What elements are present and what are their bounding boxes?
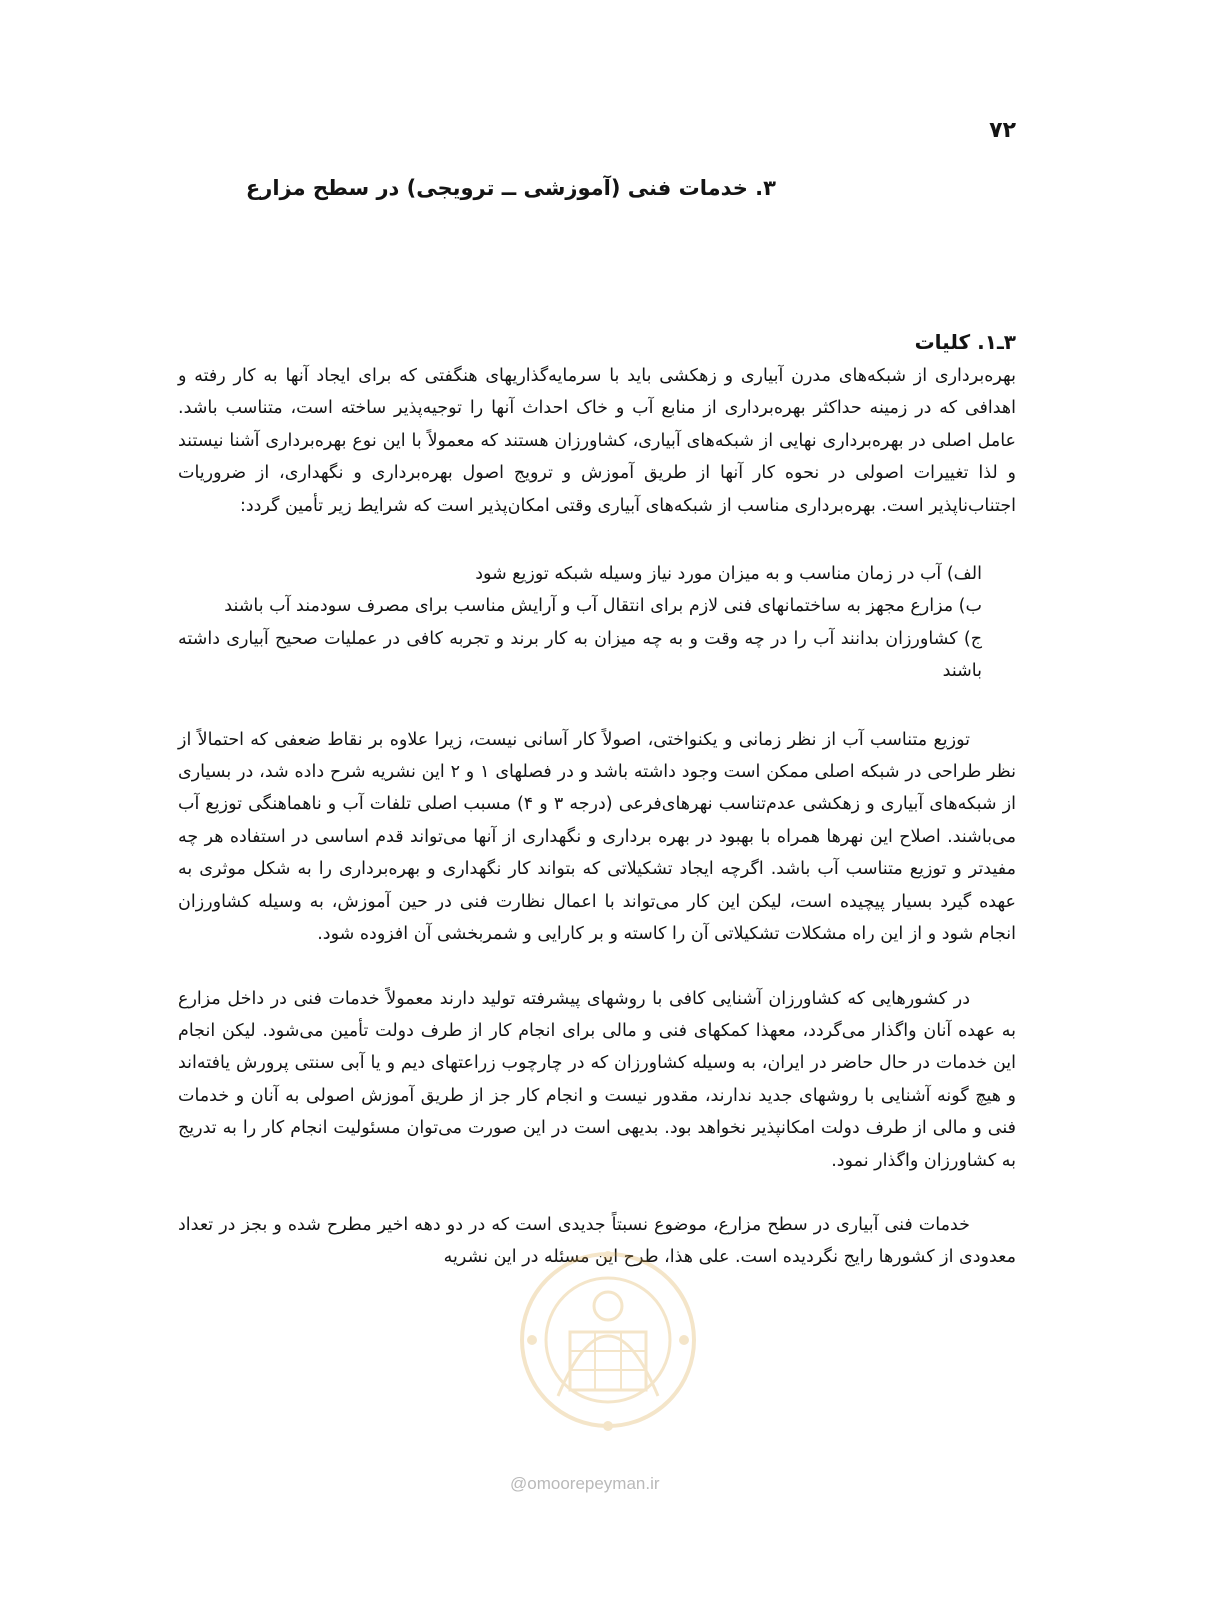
list-item-alef: الف) آب در زمان مناسب و به میزان مورد نیاز وسیله شبکه توزیع شود <box>475 564 982 585</box>
spacer <box>178 688 1016 724</box>
paragraph-farmer-services: در کشورهایی که کشاورزان آشنایی کافی با روشهای پیشرفته تولید دارند معمولاً خدمات فنی در داخل مزارع به عهده آنان واگذار می‌گردد، معهذا کمکهای فنی و مالی برای انجام کار از طرف دولت تأمین می‌شود. لیکن انجام این خدمات در حال حاضر در ایران، به وسیله کشاورزان که در چارچوب زراعتهای دیم و یا آبی سنتی پرورش یافته‌اند و هیچ گونه آشنایی با روشهای جدید ندارند، مقدور نیست و انجام کار جز از طریق آموزش اصولی به آنان و خدمات فنی و مالی از طرف دولت امکانپذیر نخواهد بود. بدیهی است در این صورت می‌توان مسئولیت انجام کار را به تدریج به کشاورزان واگذار نمود. <box>178 988 1016 1171</box>
spacer <box>178 1177 1016 1209</box>
page-edge <box>0 1578 1228 1598</box>
paragraph-field-services: خدمات فنی آبیاری در سطح مزارع، موضوع نسبتاً جدیدی است که در دو دهه اخیر مطرح شده و بجز در تعداد معدودی از کشورها رایج نگردیده است. علی هذا، طرح این مسئله در این نشریه <box>178 1214 1016 1268</box>
page-number: ۷۲ <box>989 118 1016 143</box>
section-heading: ۳ـ۱. کلیات <box>914 330 1016 354</box>
spacer <box>178 522 1016 558</box>
intro-paragraph: بهره‌برداری از شبکه‌های مدرن آبیاری و زهکشی باید با سرمایه‌گذاریهای هنگفتی که برای ایجاد آنها به کار رفته و اهدافی که در زمینه حداکثر بهره‌برداری از منابع آب و خاک احداث آنها را توجیه‌پذیر ساخته است، متناسب باشد. عامل اصلی در بهره‌برداری نهایی از شبکه‌های آبیاری، کشاورزان هستند که معمولاً با این نوع بهره‌برداری آشنا نیستند و لذا تغییرات اصولی در نحوه کار آنها از طریق آموزش و ترویج اصول بهره‌برداری و نگهداری، از ضروریات اجتناب‌ناپذیر است. بهره‌برداری مناسب از شبکه‌های آبیاری وقتی امکان‌پذیر است که شرایط زیر تأمین گردد: <box>178 366 1016 516</box>
watermark-url: @omoorepeyman.ir <box>510 1474 660 1493</box>
body-text <box>178 360 1016 1274</box>
list-item-jim: ج) کشاورزان بدانند آب را در چه وقت و به چه میزان به کار برند و تجربه کافی در عملیات صحیح آبیاری داشته باشند <box>178 628 982 682</box>
spacer <box>178 951 1016 983</box>
chapter-title: ۳. خدمات فنی (آموزشی ــ ترویجی) در سطح مزارع <box>245 176 776 200</box>
list-item-be: ب) مزارع مجهز به ساختمانهای فنی لازم برای انتقال آب و آرایش مناسب برای مصرف سودمند آب باشند <box>224 596 982 617</box>
paragraph-water-distribution: توزیع متناسب آب از نظر زمانی و یکنواختی، اصولاً کار آسانی نیست، زیرا علاوه بر نقاط ضعفی که احتمالاً از نظر طراحی در شبکه اصلی ممکن است وجود داشته باشد و در فصلهای ۱ و ۲ این نشریه شرح داده شد، در بسیاری از شبکه‌های آبیاری و زهکشی عدم‌تناسب نهرهای‌فرعی (درجه ۳ و ۴) مسبب اصلی تلفات آب و ناهماهنگی توزیع آب می‌باشند. اصلاح این نهرها همراه با بهبود در بهره برداری و نگهداری از آنها می‌تواند قدم اساسی در استفاده هر چه مفیدتر و توزیع متناسب آب باشد. اگرچه ایجاد تشکیلاتی که بتواند کار نگهداری و بهره‌برداری را به شکل موثری به عهده گیرد بسیار پیچیده است، لیکن این کار می‌تواند با اعمال نظارت فنی در حین آموزش، به وسیله کشاورزان انجام شود و از این راه مشکلات تشکیلاتی آن را کاسته و بر کارایی و شمربخشی آن افزوده شود. <box>178 729 1017 945</box>
